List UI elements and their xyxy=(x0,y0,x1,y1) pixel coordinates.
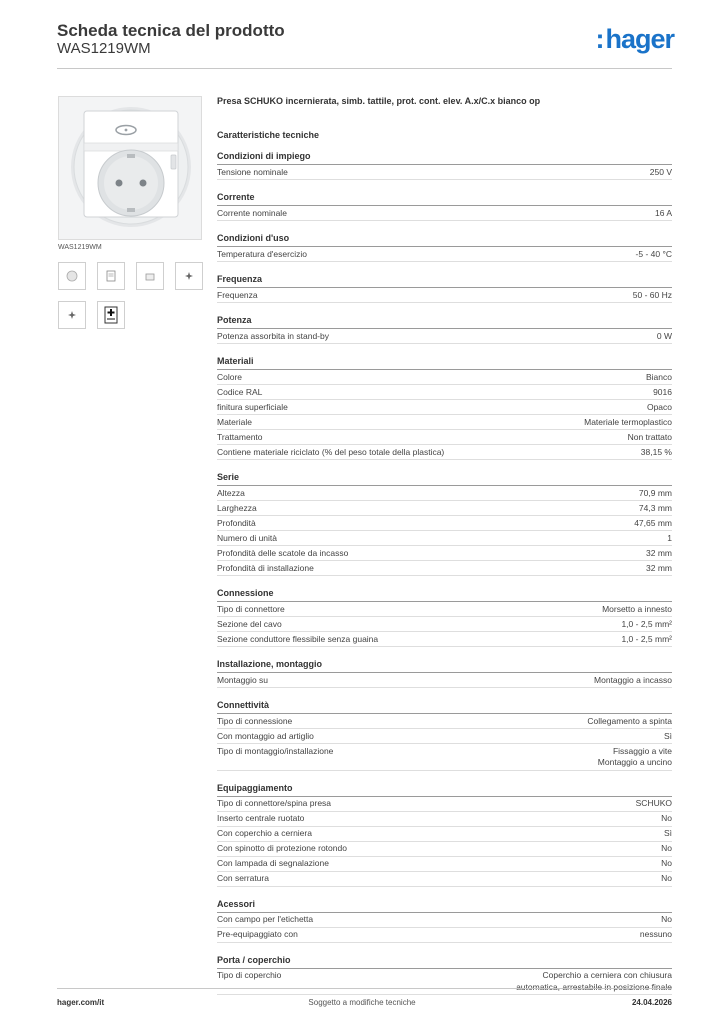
spec-row xyxy=(217,673,672,688)
spec-section xyxy=(217,782,672,887)
spec-value: 1,0 - 2,5 mm² xyxy=(621,618,672,629)
spec-label: Montaggio su xyxy=(217,674,269,685)
spec-section-title: Materiali xyxy=(217,355,672,370)
spec-section-title: Frequenza xyxy=(217,273,672,288)
spec-table xyxy=(217,150,672,1006)
spec-row xyxy=(217,400,672,415)
spec-value: 50 - 60 Hz xyxy=(632,289,672,300)
spec-label: Tensione nominale xyxy=(217,166,288,177)
logo-text: hager xyxy=(605,24,674,54)
spec-row xyxy=(217,247,672,262)
spec-section-title: Condizioni d'uso xyxy=(217,232,672,247)
spec-row xyxy=(217,729,672,744)
spec-value: SCHUKO xyxy=(635,798,672,808)
spec-section-title: Serie xyxy=(217,471,672,486)
spec-label: Con coperchio a cerniera xyxy=(217,828,312,838)
spec-label: Tipo di coperchio xyxy=(217,970,282,980)
spec-row xyxy=(217,385,672,400)
spec-label: Larghezza xyxy=(217,502,257,513)
spec-label: Frequenza xyxy=(217,289,258,300)
footer-disclaimer: Soggetto a modifiche tecniche xyxy=(308,998,416,1007)
socket-illustration xyxy=(59,97,201,239)
header-divider xyxy=(57,68,672,69)
package-icon[interactable] xyxy=(136,262,164,290)
spec-label: Con serratura xyxy=(217,873,269,883)
spec-row xyxy=(217,928,672,943)
spec-row xyxy=(217,165,672,180)
spec-row xyxy=(217,561,672,576)
spec-row xyxy=(217,827,672,842)
spec-label: Corrente nominale xyxy=(217,207,287,218)
spec-value: Opaco xyxy=(646,401,672,412)
spec-row xyxy=(217,602,672,617)
spec-label: Tipo di connettore/spina presa xyxy=(217,798,332,808)
spec-row xyxy=(217,501,672,516)
spec-label: Codice RAL xyxy=(217,386,263,397)
spec-section-title: Potenza xyxy=(217,314,672,329)
spec-row xyxy=(217,812,672,827)
spec-label: Contiene materiale riciclato (% del peso totale della plastica) xyxy=(217,446,445,457)
spec-value: Sì xyxy=(663,828,672,838)
spec-row xyxy=(217,531,672,546)
spec-row xyxy=(217,872,672,887)
spec-label: Pre-equipaggiato con xyxy=(217,929,298,939)
spec-value: 38,15 % xyxy=(640,446,672,457)
spec-section xyxy=(217,658,672,688)
spec-section-title: Equipaggiamento xyxy=(217,782,672,797)
spec-value: 9016 xyxy=(653,386,672,397)
spec-label: Tipo di connettore xyxy=(217,603,285,614)
spec-value: Non trattato xyxy=(627,431,672,442)
spec-value: 0 W xyxy=(656,330,672,341)
spec-section-title: Acessori xyxy=(217,898,672,913)
footer-divider xyxy=(57,988,672,989)
spec-value: 74,3 mm xyxy=(638,502,672,513)
spec-value: No xyxy=(661,914,672,924)
spec-label: Profondità di installazione xyxy=(217,562,314,573)
spec-row xyxy=(217,632,672,647)
product-image xyxy=(58,96,202,240)
spec-label: Tipo di connessione xyxy=(217,715,293,726)
spec-section xyxy=(217,355,672,460)
spec-row xyxy=(217,857,672,872)
spec-section xyxy=(217,191,672,221)
spec-value: Fissaggio a vite Montaggio a uncino xyxy=(597,745,672,767)
spec-section xyxy=(217,273,672,303)
spec-label: finitura superficiale xyxy=(217,401,288,412)
spec-row xyxy=(217,744,672,771)
spec-value: Coperchio a cerniera con chiusura automatica, arrestabile in posizione finale xyxy=(516,970,672,992)
spec-row xyxy=(217,797,672,812)
spec-value: Morsetto a innesto xyxy=(602,603,672,614)
hager-logo: :hager xyxy=(595,24,674,54)
spec-label: Colore xyxy=(217,371,243,382)
spec-row xyxy=(217,329,672,344)
spec-row xyxy=(217,617,672,632)
spec-section xyxy=(217,699,672,771)
spec-row xyxy=(217,288,672,303)
spec-label: Profondità delle scatole da incasso xyxy=(217,547,349,558)
spec-value: No xyxy=(661,843,672,853)
spec-value: Materiale termoplastico xyxy=(584,416,672,427)
spec-value: 32 mm xyxy=(646,562,672,573)
spec-section xyxy=(217,232,672,262)
spec-section xyxy=(217,314,672,344)
product-description: Presa SCHUKO incernierata, simb. tattile, prot. cont. elev. A.x/C.x bianco op xyxy=(217,96,541,106)
spec-label: Temperatura d'esercizio xyxy=(217,248,307,259)
spec-value: 16 A xyxy=(654,207,672,218)
spec-value: No xyxy=(661,813,672,823)
spec-value: No xyxy=(661,858,672,868)
spec-label: Trattamento xyxy=(217,431,263,442)
footer-date: 24.04.2026 xyxy=(631,998,672,1007)
spec-row xyxy=(217,546,672,561)
spec-section-title: Installazione, montaggio xyxy=(217,658,672,673)
star-icon[interactable] xyxy=(58,301,86,329)
spec-label: Numero di unità xyxy=(217,532,278,543)
footer-website-link[interactable]: hager.com/it xyxy=(57,998,105,1007)
document-icon[interactable] xyxy=(97,262,125,290)
spec-label: Potenza assorbita in stand-by xyxy=(217,330,329,341)
spec-row xyxy=(217,430,672,445)
spec-section xyxy=(217,898,672,943)
spec-value: Sì xyxy=(663,730,672,741)
spec-value: nessuno xyxy=(639,929,672,939)
spec-row xyxy=(217,969,672,996)
image-caption: WAS1219WM xyxy=(58,244,102,251)
spec-label: Con lampada di segnalazione xyxy=(217,858,329,868)
spec-label: Con campo per l'etichetta xyxy=(217,914,314,924)
spec-value: Bianco xyxy=(646,371,672,382)
spec-section-title: Porta / coperchio xyxy=(217,954,672,969)
spec-value: 1,0 - 2,5 mm² xyxy=(621,633,672,644)
spec-label: Inserto centrale ruotato xyxy=(217,813,305,823)
plus-icon[interactable] xyxy=(97,301,125,329)
spec-value: 1 xyxy=(667,532,672,543)
spec-section-title: Connessione xyxy=(217,587,672,602)
spec-value: 47,65 mm xyxy=(634,517,672,528)
spec-value: 70,9 mm xyxy=(638,487,672,498)
spec-value: No xyxy=(661,873,672,883)
spec-label: Altezza xyxy=(217,487,245,498)
socket-icon[interactable] xyxy=(58,262,86,290)
spec-value: Montaggio a incasso xyxy=(594,674,672,685)
spec-row xyxy=(217,913,672,928)
tech-section-title: Caratteristiche tecniche xyxy=(217,130,320,140)
spec-section-title: Corrente xyxy=(217,191,672,206)
spec-label: Profondità xyxy=(217,517,256,528)
spec-row xyxy=(217,714,672,729)
spec-row xyxy=(217,486,672,501)
spec-row xyxy=(217,516,672,531)
star-icon[interactable] xyxy=(175,262,203,290)
spec-row xyxy=(217,206,672,221)
spec-value: 250 V xyxy=(649,166,672,177)
spec-section-title: Condizioni di impiego xyxy=(217,150,672,165)
spec-value: -5 - 40 °C xyxy=(635,248,672,259)
spec-label: Tipo di montaggio/installazione xyxy=(217,745,334,756)
spec-section xyxy=(217,150,672,180)
spec-row xyxy=(217,415,672,430)
product-code: WAS1219WM xyxy=(57,40,151,57)
spec-label: Con spinotto di protezione rotondo xyxy=(217,843,347,853)
spec-label: Con montaggio ad artiglio xyxy=(217,730,314,741)
spec-row xyxy=(217,370,672,385)
page-title: Scheda tecnica del prodotto xyxy=(57,21,285,40)
spec-section-title: Connettività xyxy=(217,699,672,714)
spec-label: Materiale xyxy=(217,416,252,427)
spec-label: Sezione del cavo xyxy=(217,618,282,629)
spec-value: 32 mm xyxy=(646,547,672,558)
spec-section xyxy=(217,471,672,576)
spec-value: Collegamento a spinta xyxy=(587,715,672,726)
spec-label: Sezione conduttore flessibile senza guaina xyxy=(217,633,379,644)
spec-row xyxy=(217,842,672,857)
spec-section xyxy=(217,587,672,647)
spec-row xyxy=(217,445,672,460)
